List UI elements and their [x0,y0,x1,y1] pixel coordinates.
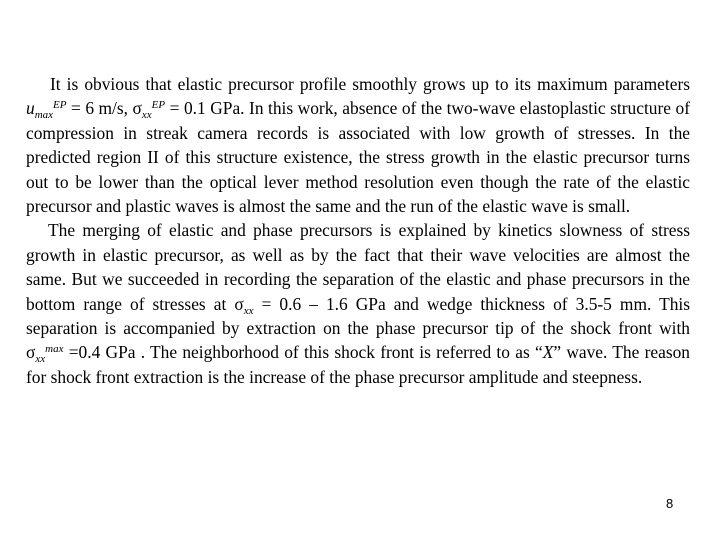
p1-text-b: = 6 m/s, σ [66,98,142,119]
stress-superscript: EP [151,99,166,112]
paragraph-2 [26,218,690,389]
velocity-subscript: max [34,109,54,122]
p2-text-d: ” wave. The reason for shock front extraction is the increase of the phase precursor amplitude and steepness. [26,342,690,387]
p1-text-c: = 0.1 GPa. In this work, absence of the two-wave elastoplastic structure of compression in streak camera records is associated with low growth of stresses. In the predicted region II of this structure existence, the stress growth in the elastic precursor turns out to be lower than the optical lever method resolution even though the rate of the elastic precursor and plastic waves is almost the same and the run of the elastic wave is small. [26,98,690,217]
stress-subscript-3: xx [35,353,46,366]
p2-text-b: = 0.6 – 1.6 GPa and wedge thickness of 3.5-5 mm. This separation is accompanied by extraction on the phase precursor tip of the shock front with σ [26,293,690,363]
p2-text-a: The merging of elastic and phase precursors is explained by kinetics slowness of stress growth in elastic precursor, as well as by the fact that their wave velocities are almost the same. But we succeeded in recording the separation of the elastic and phase precursors in the bottom range of stresses at σ [26,220,690,314]
velocity-symbol: u [26,98,35,119]
paragraph-1 [26,72,690,218]
stress-superscript-3: max [45,343,64,356]
stress-subscript-2: xx [243,304,254,317]
p1-text-a: It is obvious that elastic precursor profile smoothly grows up to its maximum parameters [50,74,690,94]
page-number: 8 [666,496,674,511]
body-text [26,72,690,389]
velocity-superscript: EP [53,99,67,112]
p2-text-c: =0.4 GPa . The neighborhood of this shock front is referred to as “ [63,342,543,363]
x-wave-symbol: X [542,342,554,363]
stress-subscript: xx [141,109,152,122]
